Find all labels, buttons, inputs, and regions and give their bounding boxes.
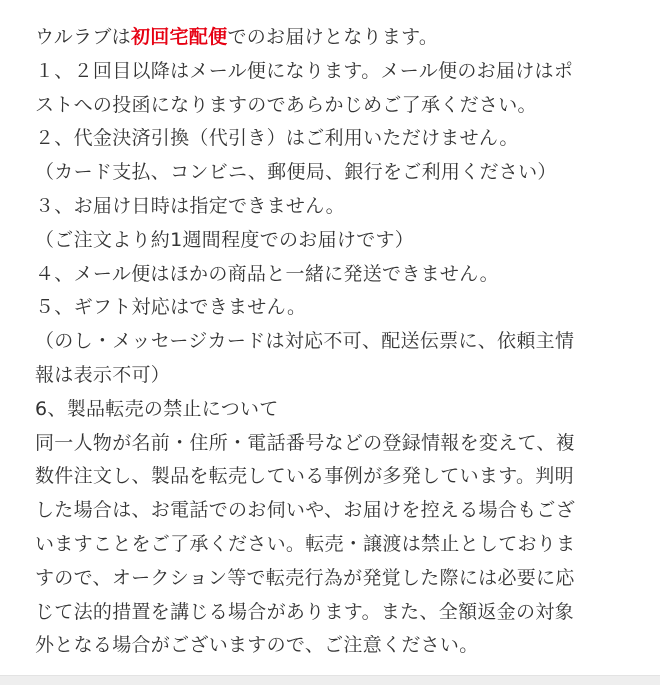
notice-line-3: ２、代金決済引換（代引き）はご利用いただけません。 [35,127,519,150]
notice-line-6: （ご注文より約1週間程度でのお届けです） [35,228,415,251]
notice-line-1: １、２回目以降はメール便になります。メール便のお届けはポ [35,59,574,82]
notice-line-8: ５、ギフト対応はできません。 [35,296,307,319]
notice-line-12: 同一人物が名前・住所・電話番号などの登録情報を変えて、複 [35,431,576,454]
notice-line-18: 外となる場合がございますので、ご注意ください。 [35,634,479,657]
notice-line-4: （カード支払、コンビニ、郵便局、銀行をご利用ください） [35,161,557,184]
intro-suffix: でのお届けとなります。 [227,26,439,48]
notice-line-7: ４、メール便はほかの商品と一緒に発送できません。 [35,262,499,285]
shipping-notice [35,21,635,663]
notice-line-13: 数件注文し、製品を転売している事例が多発しています。判明 [35,465,574,488]
notice-line-14: した場合は、お電話でのお伺いや、お届けを控える場合もござ [35,499,576,522]
notice-line-16: すので、オークション等で転売行為が発覚した際には必要に応 [35,566,575,589]
notice-intro-line [35,21,635,55]
notice-line-2: ストへの投函になりますのであらかじめご了承ください。 [35,93,537,116]
notice-line-5: ３、お届け日時は指定できません。 [35,194,345,217]
first-delivery-highlight: 初回宅配便 [130,26,228,48]
intro-prefix: ウルラブは [35,26,131,48]
notice-line-10: 報は表示不可） [35,363,171,386]
notice-line-15: いますことをご了承ください。転売・譲渡は禁止としておりま [35,532,576,555]
notice-line-9: （のし・メッセージカードは対応不可、配送伝票に、依頼主情 [35,330,575,353]
notice-line-11: 6、製品転売の禁止について [35,397,279,420]
notice-line-17: じて法的措置を講じる場合があります。また、全額返金の対象 [35,600,574,623]
